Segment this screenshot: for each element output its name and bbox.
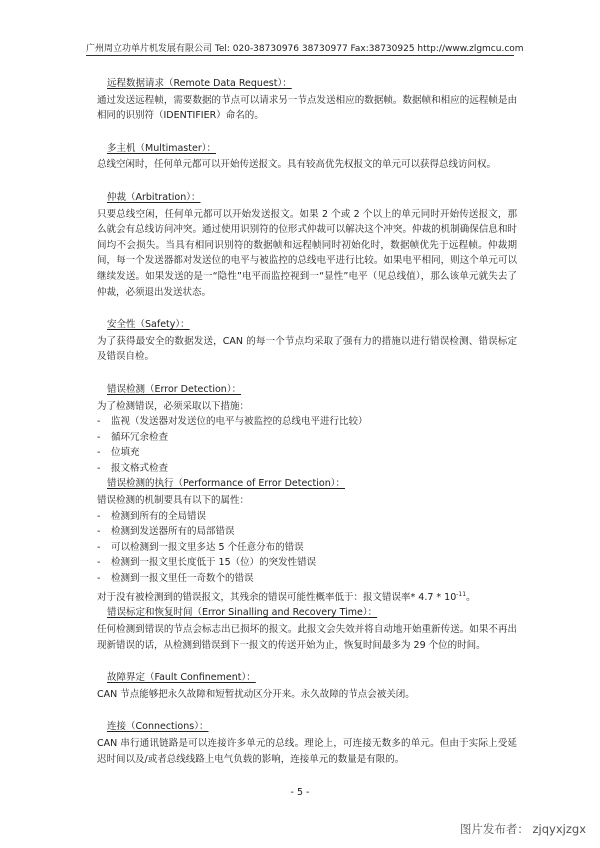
list-item: - 循环冗余检查 (97, 431, 169, 443)
section-title: 仲裁（Arbitration）： (107, 191, 201, 203)
list-item: - 检测到一报文里长度低于 15（位）的突发性错误 (97, 557, 317, 569)
section-paragraph: 只要总线空闲，任何单元都可以开始发送报文。如果 2 个或 2 个以上的单元同时开始传送报文，那么就会有总线访问冲突。通过使用识别符的位形式仲裁可以解决这个冲突。仲裁的机制确保信息和时间均不会损失。当具有相同识别符的数据帧和远程帧同时初始化时，数据帧优先于远程帧。仲裁期间，每一个发送器都对发送位的电平与被监控的总线电平进行比较。如果电平相同，则这个单元可以继续发送。如果发送的是一“隐性”电平而监控视到一“显性”电平（见总线值），那么该单元就失去了仲裁，必须退出发送状态。 (97, 208, 517, 298)
section-paragraph: 为了获得最安全的数据发送，CAN 的每一个节点均采取了强有力的措施以进行错误检测、错误标定及错误自检。 (97, 335, 517, 363)
section-title: 远程数据请求（Remote Data Request）： (107, 78, 292, 89)
section-intro: 为了检测错误，必须采取以下措施： (97, 400, 250, 412)
list-item: - 位填充 (97, 447, 140, 459)
section-multimaster (91, 141, 517, 173)
section-title: 错误标定和恢复时间（Error Sinalling and Recovery Time）： (107, 607, 378, 619)
list-item: - 报文格式检查 (97, 462, 169, 474)
page-header: 广州周立功单片机发展有限公司 Tel: 020-38730976 38730977 Fax:38730925 http://www.zlgmcu.com (86, 44, 524, 54)
list-item: - 检测到发送器所有的局部错误 (97, 526, 235, 538)
section-arbitration (91, 190, 517, 300)
section-paragraph: 任何检测到错误的节点会标志出已损坏的报文。此报文会失效并将自动地开始重新传送。如果不再出现新错误的话，从检测到错误到下一报文的传送开始为止，恢复时间最多为 29 个位的时间。 (97, 623, 517, 651)
error-detection-performance-list (91, 509, 517, 587)
error-detection-list (91, 414, 517, 476)
section-fault-confinement (91, 670, 517, 702)
section-title: 错误检测的执行（Performance of Error Detection）： (107, 478, 345, 490)
residual-error-note: 对于没有被检测到的错误报文，其残余的错误可能性概率低于：报文错误率* $4.7 * 10^{-11}$。 (97, 590, 476, 603)
section-title: 安全性（Safety）： (107, 319, 190, 331)
list-item: - 检测到一报文里任一奇数个的错误 (97, 573, 254, 585)
section-intro: 错误检测的机制要具有以下的属性： (97, 495, 250, 507)
header-rule (86, 55, 514, 56)
list-item: - 检测到所有的全局错误 (97, 510, 207, 522)
section-title: 多主机（Multimaster）： (107, 142, 216, 154)
page-content (91, 76, 517, 784)
section-paragraph: 总线空闲时，任何单元都可以开始传送报文。具有较高优先权报文的单元可以获得总线访问权。 (97, 159, 497, 171)
publisher-watermark: 图片发布者： zjqyxjzgx (459, 822, 586, 836)
list-item: - 监视（发送器对发送位的电平与被监控的总线电平进行比较） (97, 416, 368, 428)
list-item: - 可以检测到一报文里多达 5 个任意分布的错误 (97, 541, 304, 553)
section-error-detection (91, 382, 517, 477)
section-error-signalling (91, 605, 517, 653)
section-paragraph: 通过发送远程帧，需要数据的节点可以请求另一节点发送相应的数据帧。数据帧和相应的远程帧是由相同的识别符（IDENTIFIER）命名的。 (97, 94, 517, 122)
section-title: 错误检测（Error Detection）： (107, 383, 242, 395)
section-title: 故障界定（Fault Confinement）： (107, 672, 256, 684)
section-error-detection-performance (91, 476, 517, 605)
section-paragraph: CAN 节点能够把永久故障和短暂扰动区分开来。永久故障的节点会被关闭。 (97, 688, 415, 700)
section-title: 连接（Connections）： (107, 721, 209, 733)
section-connections (91, 719, 517, 767)
page-number: - 5 - (290, 787, 310, 798)
section-remote-data-request (91, 76, 517, 124)
section-paragraph: CAN 串行通讯链路是可以连接许多单元的总线。理论上，可连接无数多的单元。但由于实际上受延迟时间以及/或者总线线路上电气负载的影响，连接单元的数量是有限的。 (97, 737, 517, 765)
section-safety (91, 317, 517, 365)
